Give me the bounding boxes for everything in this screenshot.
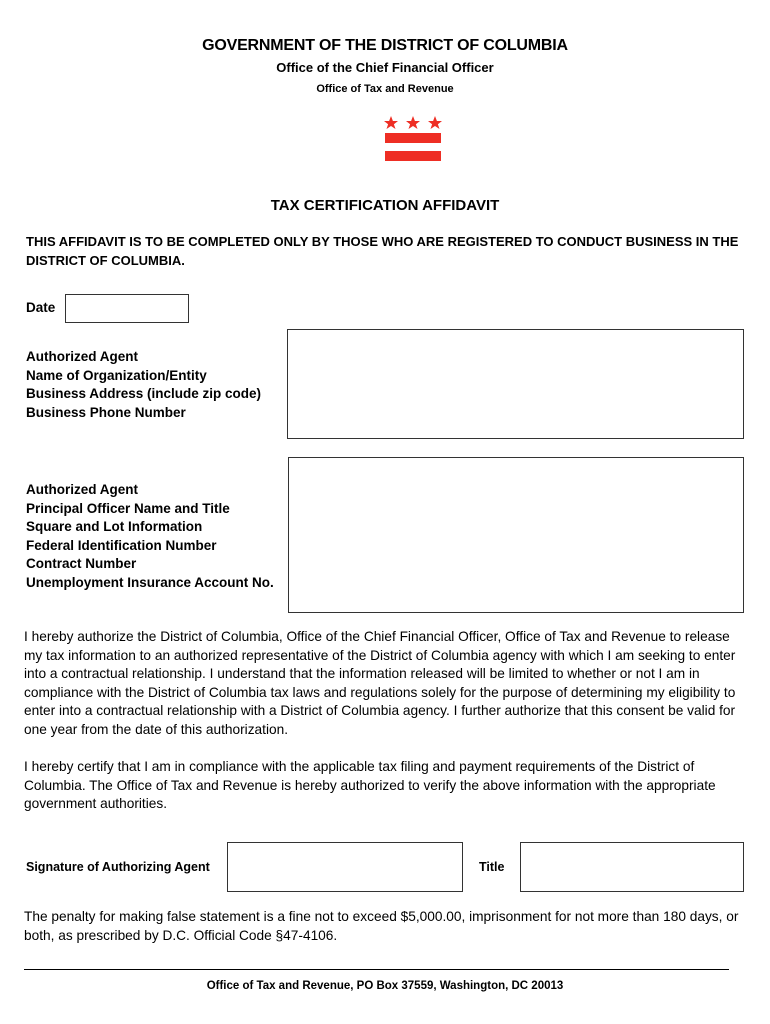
date-label: Date: [26, 300, 56, 315]
officer-info-field[interactable]: [288, 457, 744, 613]
block2-line: Federal Identification Number: [26, 537, 217, 553]
form-title: TAX CERTIFICATION AFFIDAVIT: [270, 197, 500, 214]
government-heading: GOVERNMENT OF THE DISTRICT OF COLUMBIA: [202, 37, 568, 54]
signature-label: Signature of Authorizing Agent: [26, 860, 210, 874]
block2-line: Square and Lot Information: [26, 519, 203, 535]
date-field[interactable]: [65, 294, 189, 323]
title-field[interactable]: [520, 842, 744, 892]
officer-labels: [26, 481, 288, 593]
certification-paragraph: I hereby certify that I am in compliance with the applicable tax filing and payment requirements of the District of Columbia. The Office of Tax and Revenue is hereby authorized to verify the above information with the appropriate government authorities.: [24, 759, 716, 812]
block1-line: Authorized Agent: [26, 349, 138, 364]
registration-notice: THIS AFFIDAVIT IS TO BE COMPLETED ONLY BY THOSE WHO ARE REGISTERED TO CONDUCT BUSINESS IN THE DISTRICT OF COLUMBIA.: [26, 234, 739, 268]
block1-line: Name of Organization/Entity: [26, 367, 207, 383]
dc-flag-icon: [384, 115, 442, 163]
flag-bar-bottom: [385, 151, 441, 161]
flag-star-right: [428, 116, 442, 129]
block2-line: Principal Officer Name and Title: [26, 500, 230, 516]
penalty-paragraph: The penalty for making false statement is a fine not to exceed $5,000.00, imprisonment for not more than 180 days, or both, as prescribed by D.C. Official Code §47-4106.: [24, 909, 739, 943]
block2-line: Contract Number: [26, 556, 137, 572]
footer-address: Office of Tax and Revenue, PO Box 37559, Washington, DC 20013: [206, 980, 564, 992]
organization-info-field[interactable]: [287, 329, 744, 439]
sub-office-heading: Office of Tax and Revenue: [316, 83, 454, 95]
block1-line: Business Phone Number: [26, 404, 186, 420]
block2-line: Authorized Agent: [26, 482, 138, 497]
organization-labels: [26, 348, 286, 422]
block2-line: Unemployment Insurance Account No.: [26, 574, 274, 590]
flag-star-left: [384, 116, 398, 129]
flag-star-middle: [406, 116, 420, 129]
signature-field[interactable]: [227, 842, 463, 892]
authorization-paragraph: I hereby authorize the District of Columbia, Office of the Chief Financial Officer, Office of Tax and Revenue to release my tax information to an authorized representative of the District of Columbia agency with which I am seeking to enter into a contractual relationship. I understand that the information released will be limited to whether or not I am in compliance with the District of Columbia tax laws and regulations solely for the purpose of determining my eligibility to enter into a contractual relationship with a District of Columbia agency. I further authorize that this consent be valid for one year from the date of this authorization.: [24, 629, 736, 737]
footer-divider: [24, 969, 729, 970]
title-label: Title: [479, 860, 505, 874]
office-heading: Office of the Chief Financial Officer: [276, 60, 494, 75]
block1-line: Business Address (include zip code): [26, 386, 262, 402]
flag-bar-top: [385, 133, 441, 143]
